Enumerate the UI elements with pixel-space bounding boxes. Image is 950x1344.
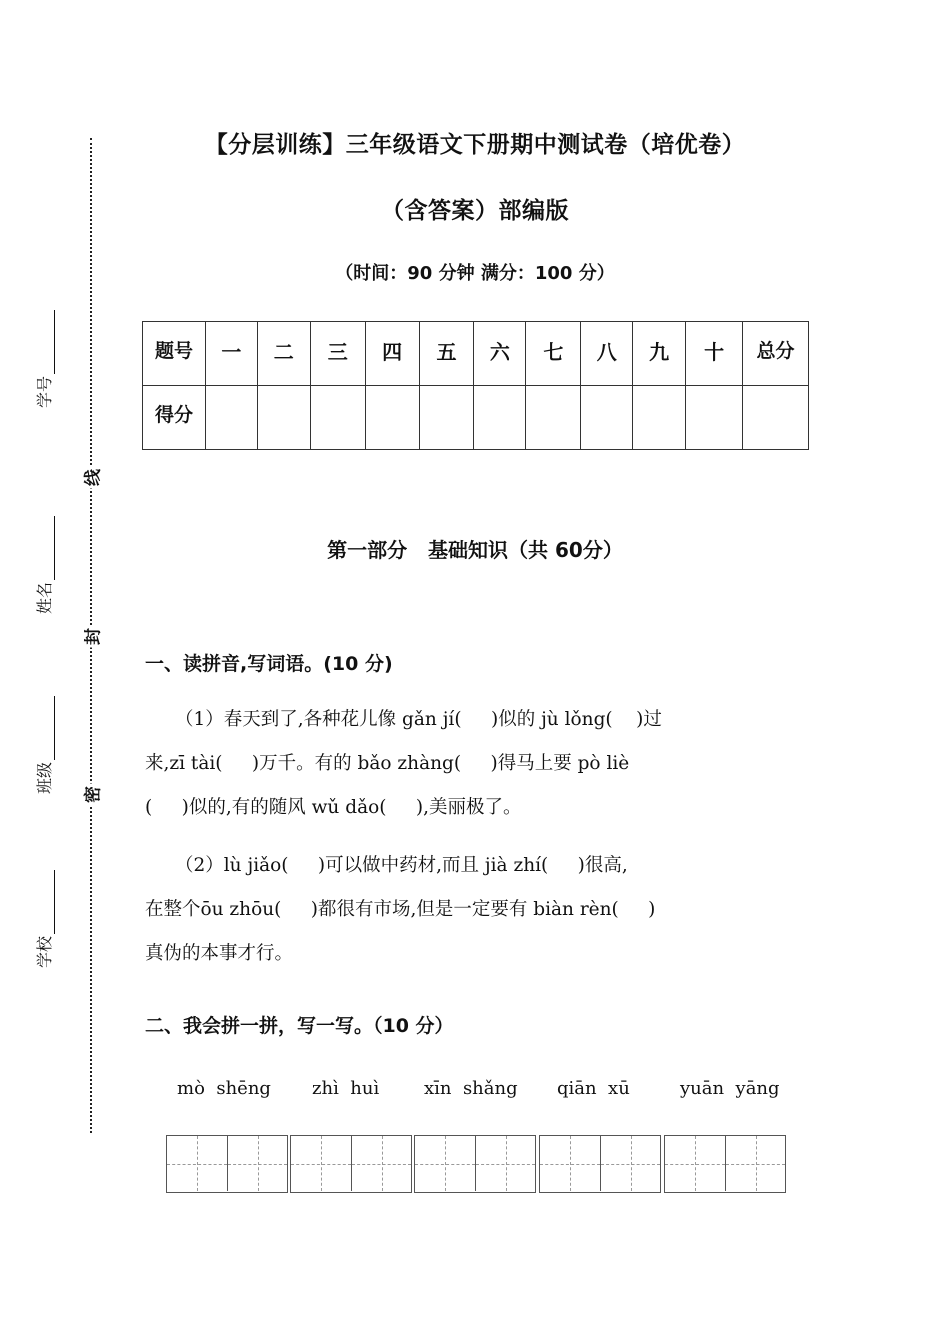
table-cell: 二 <box>257 322 310 386</box>
table-cell: 一 <box>205 322 257 386</box>
table-cell: 九 <box>633 322 686 386</box>
student-id-label: 学号 <box>35 375 54 408</box>
student-id-blank[interactable] <box>40 310 55 374</box>
pinyin-item: xīn shǎng <box>424 1078 518 1099</box>
writing-cell[interactable] <box>600 1136 660 1191</box>
writing-cell[interactable] <box>291 1136 351 1191</box>
score-table-score-row <box>143 386 809 450</box>
table-cell: 十 <box>686 322 743 386</box>
table-cell: 三 <box>310 322 365 386</box>
table-cell: 题号 <box>143 322 206 386</box>
writing-cell[interactable] <box>415 1136 475 1191</box>
score-cell[interactable] <box>365 386 419 450</box>
score-cell[interactable] <box>686 386 743 450</box>
writing-grid[interactable] <box>539 1135 661 1193</box>
class-blank[interactable] <box>40 696 55 760</box>
table-cell: 四 <box>365 322 419 386</box>
school-label: 学校 <box>35 935 54 968</box>
school-field[interactable] <box>32 870 55 968</box>
pinyin-item: zhì huì <box>312 1078 380 1099</box>
q1-p1-line: 来,zī tài( )万千。有的 bǎo zhàng( )得马上要 pò liè <box>145 753 630 774</box>
exam-subtitle: （含答案）部编版 <box>381 198 569 224</box>
score-table <box>142 321 809 450</box>
table-cell: 七 <box>526 322 581 386</box>
writing-cell[interactable] <box>725 1136 785 1191</box>
score-cell[interactable] <box>581 386 633 450</box>
class-label: 班级 <box>35 761 54 794</box>
writing-cell[interactable] <box>227 1136 287 1191</box>
score-cell[interactable] <box>310 386 365 450</box>
score-cell[interactable] <box>205 386 257 450</box>
class-field[interactable] <box>32 696 55 794</box>
binding-char-mi: 密 <box>79 784 104 806</box>
table-cell: 五 <box>419 322 474 386</box>
writing-cell[interactable] <box>475 1136 535 1191</box>
binding-char-xian: 线 <box>79 467 104 489</box>
binding-char-feng: 封 <box>79 626 104 648</box>
q1-p2-line: 在整个ōu zhōu( )都很有市场,但是一定要有 biàn rèn( ) <box>145 899 656 920</box>
score-cell[interactable] <box>474 386 526 450</box>
school-blank[interactable] <box>40 870 55 934</box>
table-cell: 总分 <box>743 322 809 386</box>
pinyin-item: yuān yāng <box>680 1078 780 1099</box>
q1-title: 一、读拼音,写词语。(10 分) <box>145 653 393 675</box>
q1-p1-line: ( )似的,有的随风 wǔ dǎo( ),美丽极了。 <box>145 797 522 818</box>
q1-paragraph-1 <box>145 698 825 830</box>
name-field[interactable] <box>32 516 55 614</box>
score-cell[interactable] <box>743 386 809 450</box>
score-table-header-row <box>143 322 809 386</box>
table-cell: 八 <box>581 322 633 386</box>
score-cell[interactable] <box>257 386 310 450</box>
writing-cell[interactable] <box>540 1136 600 1191</box>
pinyin-item: mò shēng <box>177 1078 271 1099</box>
writing-cell[interactable] <box>167 1136 227 1191</box>
score-cell[interactable] <box>633 386 686 450</box>
writing-cell[interactable] <box>665 1136 725 1191</box>
name-label: 姓名 <box>35 581 54 614</box>
writing-grid[interactable] <box>290 1135 412 1193</box>
score-cell[interactable] <box>526 386 581 450</box>
score-cell[interactable] <box>419 386 474 450</box>
part1-heading: 第一部分 基础知识（共 60分） <box>327 538 623 562</box>
exam-title: 【分层训练】三年级语文下册期中测试卷（培优卷） <box>204 132 746 158</box>
time-and-score: （时间：90 分钟 满分：100 分） <box>335 263 615 284</box>
table-cell: 六 <box>474 322 526 386</box>
pinyin-item: qiān xū <box>557 1078 630 1099</box>
q1-p2-line: （2）lù jiǎo( )可以做中药材,而且 jià zhí( )很高, <box>175 855 628 876</box>
writing-cell[interactable] <box>351 1136 411 1191</box>
q1-p2-line: 真伪的本事才行。 <box>145 943 294 964</box>
table-cell: 得分 <box>143 386 206 450</box>
writing-grid[interactable] <box>166 1135 288 1193</box>
q2-title: 二、我会拼一拼，写一写。（10 分） <box>145 1015 454 1037</box>
q1-p1-line: （1）春天到了,各种花儿像 gǎn jí( )似的 jù lǒng( )过 <box>175 709 662 730</box>
writing-grid[interactable] <box>414 1135 536 1193</box>
writing-grid[interactable] <box>664 1135 786 1193</box>
student-id-field[interactable] <box>32 310 55 408</box>
q1-paragraph-2 <box>145 844 825 976</box>
